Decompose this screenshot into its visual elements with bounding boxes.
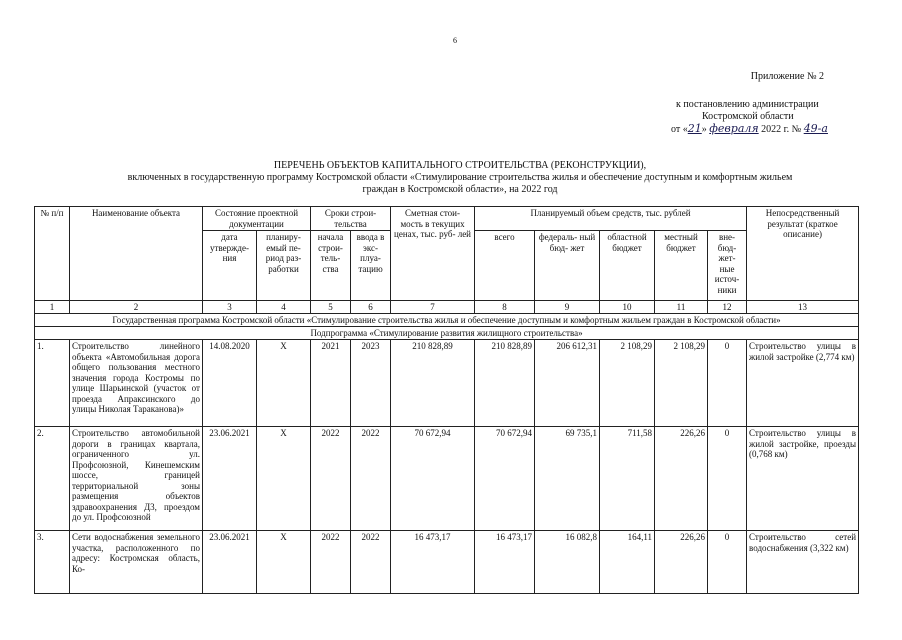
cell-name: Сети водоснабжения земельного участка, расположенного по адресу: Костромская область, Ко- [70, 531, 203, 594]
cell-extra: 0 [708, 427, 747, 531]
col-number: 10 [600, 301, 655, 314]
col-number: 3 [203, 301, 257, 314]
handwritten-month: февраля [709, 122, 759, 135]
date-suffix: 2022 г. № [758, 124, 804, 135]
cell-regional: 711,58 [600, 427, 655, 531]
col-number: 5 [311, 301, 351, 314]
resolution-reference [671, 99, 828, 136]
table-row [35, 340, 859, 427]
header-result: Непосредственный результат (краткое описание) [747, 207, 859, 301]
header-num: № п/п [35, 207, 70, 301]
cell-num: 1. [35, 340, 70, 427]
header-terms-start: начала строи- тель- ства [311, 231, 351, 301]
col-number: 1 [35, 301, 70, 314]
cell-regional: 164,11 [600, 531, 655, 594]
cell-total: 16 473,17 [475, 531, 535, 594]
cell-regional: 2 108,29 [600, 340, 655, 427]
header-federal: федераль- ный бюд- жет [535, 231, 600, 301]
col-number: 12 [708, 301, 747, 314]
header-extra: вне- бюд- жет- ные источ- ники [708, 231, 747, 301]
table-row [35, 427, 859, 531]
col-number: 6 [351, 301, 391, 314]
cell-date: 23.06.2021 [203, 427, 257, 531]
objects-table [34, 206, 859, 594]
cell-federal: 69 735,1 [535, 427, 600, 531]
program-title: Государственная программа Костромской области «Стимулирование строительства жилья и обеспечение доступным и комфортным жильем граждан в Костромской области» [35, 314, 859, 327]
resolution-line-2: Костромской области [702, 111, 794, 122]
subprogram-title: Подпрограмма «Стимулирование развития жилищного строительства» [35, 327, 859, 340]
cell-start: 2022 [311, 531, 351, 594]
header-cost: Сметная стои- мость в текущих ценах, тыс. руб- лей [391, 207, 475, 301]
cell-date: 23.06.2021 [203, 531, 257, 594]
header-total: всего [475, 231, 535, 301]
table-row [35, 531, 859, 594]
cell-period: Х [257, 427, 311, 531]
header-state-date: дата утвержде- ния [203, 231, 257, 301]
header-terms: Сроки строи- тельства [311, 207, 391, 231]
title-line-2: включенных в государственную программу Костромской области «Стимулирование строительства жилья и обеспечение доступным и комфортным жильем [127, 172, 793, 183]
cell-start: 2021 [311, 340, 351, 427]
cell-period: Х [257, 340, 311, 427]
cell-end: 2022 [351, 531, 391, 594]
col-number: 8 [475, 301, 535, 314]
date-mid: » [701, 124, 710, 135]
title-line-1: ПЕРЕЧЕНЬ ОБЪЕКТОВ КАПИТАЛЬНОГО СТРОИТЕЛЬСТВА (РЕКОНСТРУКЦИИ), [273, 160, 647, 171]
column-number-row [35, 301, 859, 314]
col-number: 9 [535, 301, 600, 314]
cell-local: 226,26 [655, 531, 708, 594]
cell-cost: 210 828,89 [391, 340, 475, 427]
cell-period: Х [257, 531, 311, 594]
cell-total: 70 672,94 [475, 427, 535, 531]
cell-extra: 0 [708, 340, 747, 427]
cell-federal: 206 612,31 [535, 340, 600, 427]
header-planned: Планируемый объем средств, тыс. рублей [475, 207, 747, 231]
cell-local: 2 108,29 [655, 340, 708, 427]
cell-cost: 16 473,17 [391, 531, 475, 594]
cell-result: Строительство сетей водоснабжения (3,322 км) [747, 531, 859, 594]
cell-name: Строительство линейного объекта «Автомобильная дорога общего пользования местного значения города Костромы по улице Шарьинской (участок от проезда Апраксинского до улицы Николая Тараканова)» [70, 340, 203, 427]
header-terms-commission: ввода в экс- плуа- тацию [351, 231, 391, 301]
header-state-period: планиру- емый пе- риод раз- работки [257, 231, 311, 301]
cell-end: 2023 [351, 340, 391, 427]
header-state: Состояние проектной документации [203, 207, 311, 231]
cell-total: 210 828,89 [475, 340, 535, 427]
cell-extra: 0 [708, 531, 747, 594]
cell-federal: 16 082,8 [535, 531, 600, 594]
col-number: 4 [257, 301, 311, 314]
cell-cost: 70 672,94 [391, 427, 475, 531]
resolution-date-line [671, 123, 828, 136]
cell-name: Строительство автомобильной дороги в границах квартала, ограниченного ул. Профсоюзной, Кинешемским шоссе, границей территориальной зоны размещения объектов здравоохранения Д3, проездом до ул. Профсоюзной [70, 427, 203, 531]
col-number: 13 [747, 301, 859, 314]
cell-num: 2. [35, 427, 70, 531]
cell-result: Строительство улицы в жилой застройке, проезды (0,768 км) [747, 427, 859, 531]
page-number: 6 [453, 36, 457, 45]
cell-date: 14.08.2020 [203, 340, 257, 427]
appendix-label: Приложение № 2 [750, 71, 824, 82]
document-title [60, 160, 860, 196]
handwritten-day: 21 [687, 122, 702, 135]
date-prefix: от « [671, 124, 688, 135]
handwritten-doc-number: 49-а [803, 122, 828, 135]
cell-end: 2022 [351, 427, 391, 531]
col-number: 11 [655, 301, 708, 314]
header-regional: областной бюджет [600, 231, 655, 301]
cell-start: 2022 [311, 427, 351, 531]
header-local: местный бюджет [655, 231, 708, 301]
cell-local: 226,26 [655, 427, 708, 531]
header-name: Наименование объекта [70, 207, 203, 301]
program-row [35, 314, 859, 327]
subprogram-row [35, 327, 859, 340]
resolution-line-1: к постановлению администрации [676, 99, 819, 110]
table-header-row-1 [35, 207, 859, 231]
title-line-3: граждан в Костромской области», на 2022 год [362, 184, 558, 195]
cell-num: 3. [35, 531, 70, 594]
col-number: 7 [391, 301, 475, 314]
cell-result: Строительство улицы в жилой застройке (2,774 км) [747, 340, 859, 427]
col-number: 2 [70, 301, 203, 314]
